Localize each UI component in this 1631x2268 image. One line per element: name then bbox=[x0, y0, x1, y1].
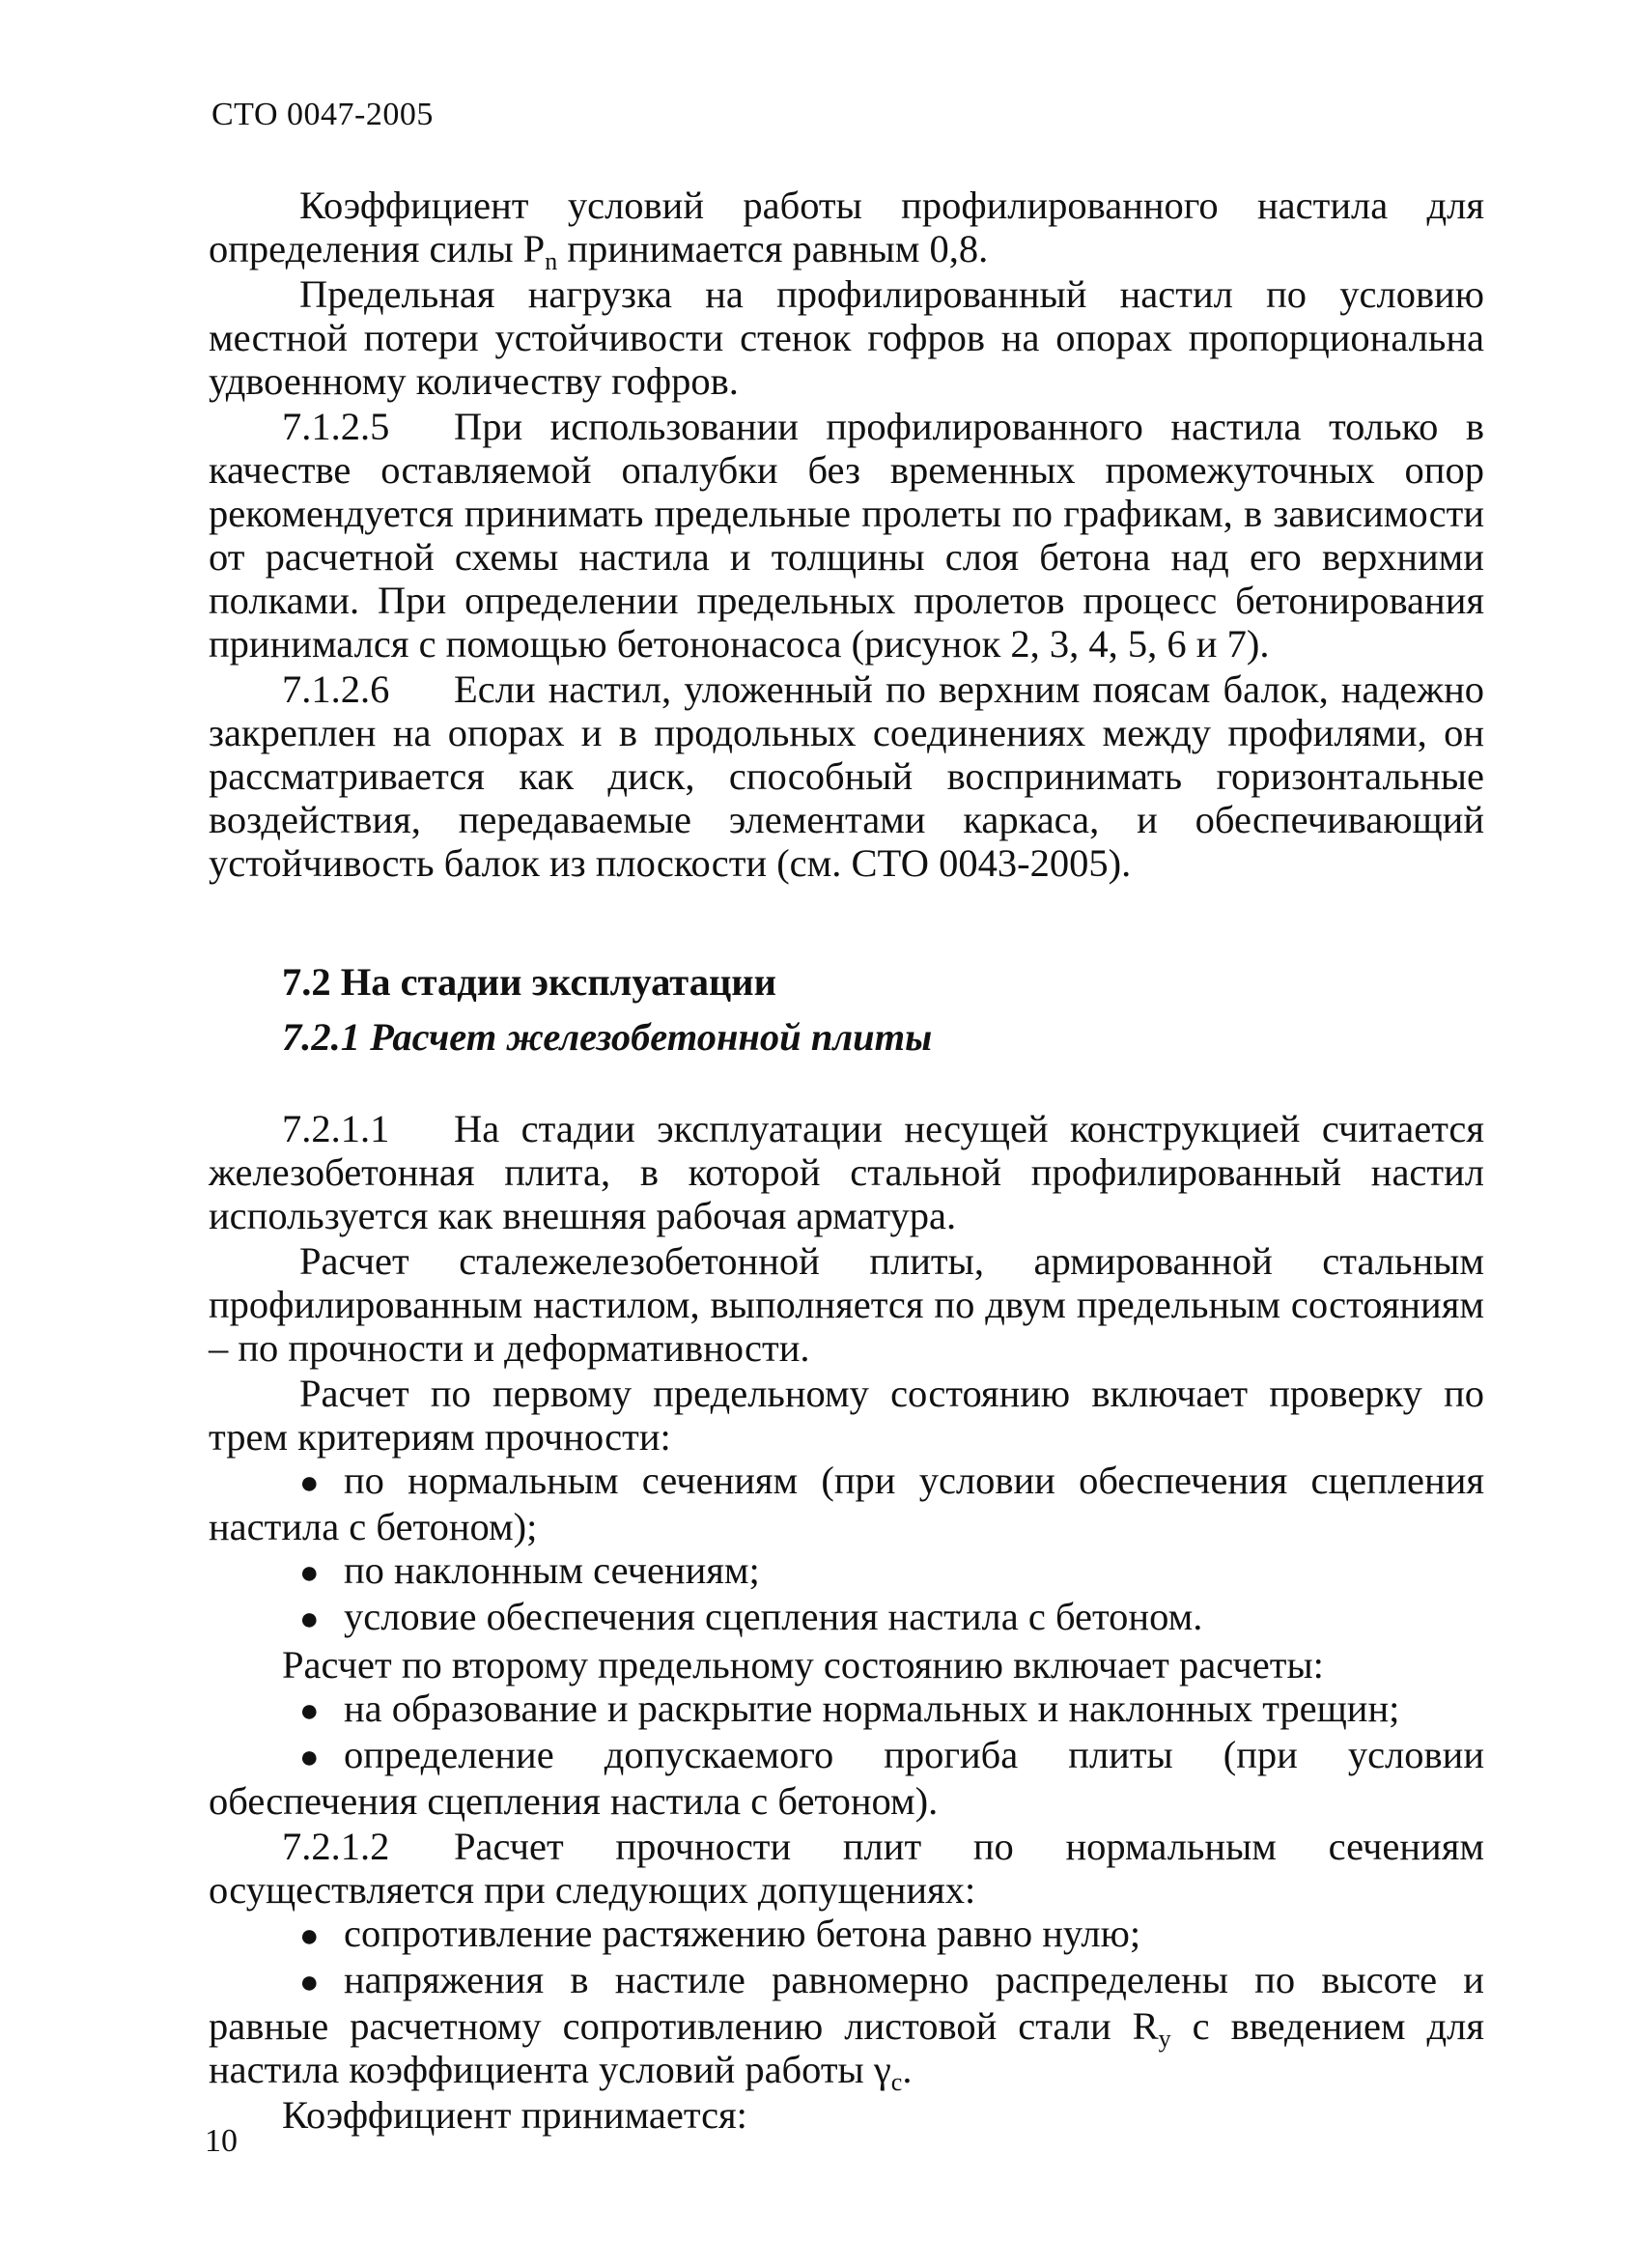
bullet-icon: ● bbox=[299, 1465, 320, 1501]
paragraph-slab-calculation: Расчет сталежелезобетонной плиты, армированной стальным профилированным настилом, выполняется по двум предельным состояниям – по прочности и деформативности. bbox=[209, 1239, 1484, 1370]
bullet-icon: ● bbox=[299, 1918, 320, 1954]
bullet-icon: ● bbox=[299, 1555, 320, 1591]
clause-number: 7.2.1.1 bbox=[282, 1107, 390, 1150]
bullet-icon: ● bbox=[299, 1965, 320, 2000]
clause-7-1-2-5: 7.1.2.5 При использовании профилированного настила только в качестве оставляемой опалубки без временных промежуточных опор рекомендуется принимать предельные пролеты по графикам, в зависимости от расчетной схемы настила и толщины слоя бетона над его верхними полками. При определении предельных пролетов процесс бетонирования принимался с помощью бетононасоса (рисунок 2, 3, 4, 5, 6 и 7). bbox=[209, 405, 1484, 666]
document-header: СТО 0047-2005 bbox=[211, 97, 434, 132]
list-item: ● определение допускаемого прогиба плиты (при условии обеспечения сцепления настила с бетоном). bbox=[209, 1733, 1484, 1823]
paragraph-first-limit-state: Расчет по первому предельному состоянию включает проверку по трем критериям прочности: bbox=[209, 1372, 1484, 1459]
clause-7-2-1-1: 7.2.1.1 На стадии эксплуатации несущей конструкцией считается железобетонная плита, в которой стальной профилированный настил используется как внешняя рабочая арматура. bbox=[209, 1107, 1484, 1237]
clause-number: 7.1.2.5 bbox=[282, 405, 390, 448]
list-item: ● по наклонным сечениям; bbox=[209, 1548, 1484, 1595]
list-item: ● по нормальным сечениям (при условии обеспечения сцепления настила с бетоном); bbox=[209, 1459, 1484, 1548]
section-heading: 7.2 На стадии эксплуатации bbox=[282, 960, 776, 1004]
list-item: ● напряжения в настиле равномерно распределены по высоте и равные расчетному сопротивлению листовой стали $R_y$ с введением для настила коэффициента условий работы $\gamma_c$. bbox=[209, 1958, 1484, 2096]
clause-number: 7.1.2.6 bbox=[282, 667, 390, 711]
paragraph-limit-load: Предельная нагрузка на профилированный настил по условию местной потери устойчивости стенок гофров на опорах пропорциональна удвоенному количеству гофров. bbox=[209, 272, 1484, 403]
paragraph-second-limit-state: Расчет по второму предельному состоянию включает расчеты: bbox=[282, 1643, 1324, 1687]
clause-number: 7.2.1.2 bbox=[282, 1825, 390, 1868]
page-number: 10 bbox=[205, 2123, 238, 2159]
document-body bbox=[209, 184, 1484, 2137]
clause-7-1-2-6: 7.1.2.6 Если настил, уложенный по верхним поясам балок, надежно закреплен на опорах и в продольных соединениях между профилями, он рассматривается как диск, способный воспринимать горизонтальные воздействия, передаваемые элементами каркаса, и обеспечивающий устойчивость балок из плоскости (см. СТО 0043-2005). bbox=[209, 667, 1484, 885]
list-item: ● на образование и раскрытие нормальных и наклонных трещин; bbox=[209, 1687, 1484, 1733]
bullet-icon: ● bbox=[299, 1740, 320, 1775]
paragraph-work-coefficient: Коэффициент условий работы профилированного настила для определения силы $P_n$ принимается равным 0,8. bbox=[209, 184, 1484, 275]
list-item: ● сопротивление растяжению бетона равно нулю; bbox=[209, 1912, 1484, 1958]
paragraph-coefficient-accepted: Коэффициент принимается: bbox=[282, 2093, 747, 2137]
subsection-heading: 7.2.1 Расчет железобетонной плиты bbox=[282, 1015, 933, 1059]
bullet-icon: ● bbox=[299, 1693, 320, 1729]
list-item: ● условие обеспечения сцепления настила с бетоном. bbox=[209, 1595, 1484, 1641]
clause-7-2-1-2: 7.2.1.2 Расчет прочности плит по нормальным сечениям осуществляется при следующих допущениях: bbox=[209, 1825, 1484, 1912]
bullet-icon: ● bbox=[299, 1602, 320, 1637]
